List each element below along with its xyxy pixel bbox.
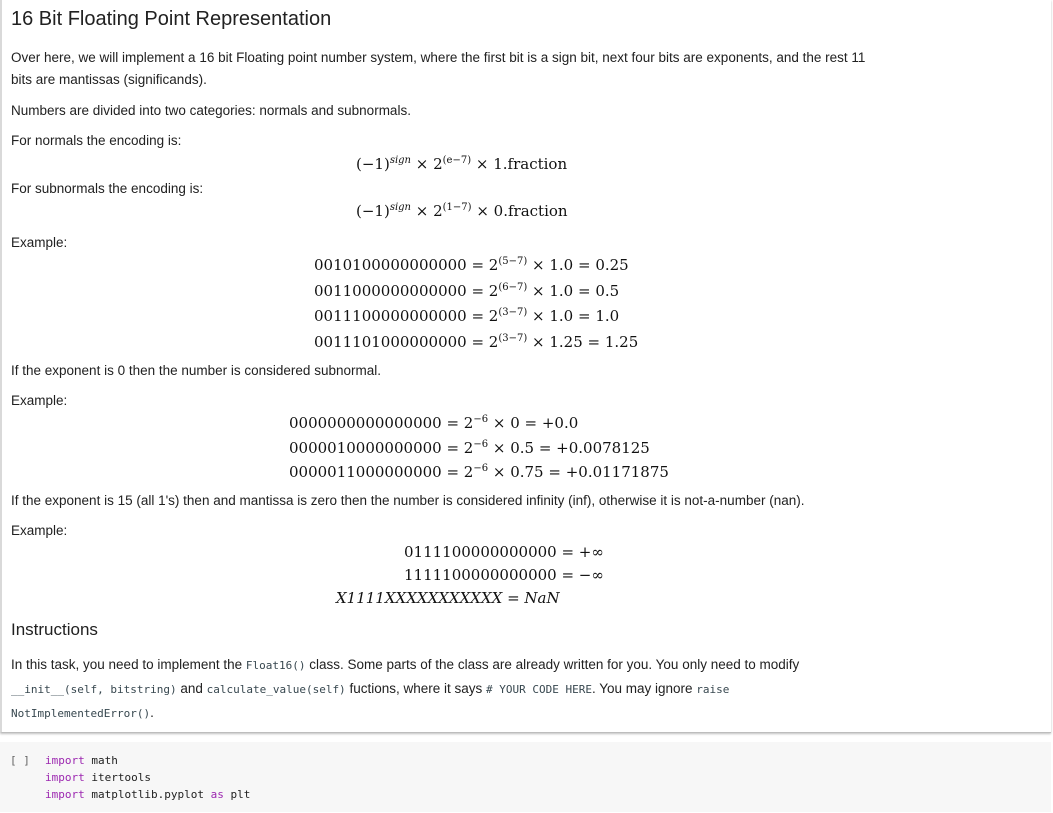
normals-formula: $(-1)^{sign} \times 2^{(e-7)}$ × 1.fraction bbox=[356, 155, 568, 173]
inline-code-init: __init__(self, bitstring) bbox=[11, 683, 177, 696]
run-cell-button[interactable]: [ ] bbox=[10, 754, 30, 767]
special-example-1: 1111100000000000 = −∞ bbox=[404, 566, 604, 584]
intro-text-line2: bits are mantissas (significands). bbox=[11, 72, 207, 87]
inline-code-raise: raise bbox=[696, 683, 730, 696]
instructions-heading: Instructions bbox=[11, 620, 98, 639]
subnormals-formula: $(-1)^{sign} \times 2^{(1-7)}$ × 0.fraction bbox=[356, 202, 568, 220]
normal-example-2: $0011100000000000 = 2^{(3-7)} \times 1.0 = 1.0$ bbox=[314, 307, 620, 325]
instructions-line3: NotImplementedError(). bbox=[11, 705, 154, 720]
intro-text-line1: Over here, we will implement a 16 bit Floating point number system, where the first bit is a sign bit, next four bits are exponents, and the rest 11 bbox=[11, 50, 866, 65]
subnormal-example-2: $0000011000000000 = 2^{-6} \times 0.75 = +0.01171875$ bbox=[289, 463, 669, 481]
categories-text: Numbers are divided into two categories: normals and subnormals. bbox=[11, 103, 411, 118]
subnormals-label: For subnormals the encoding is: bbox=[11, 181, 204, 196]
special-example-2: X1111XXXXXXXXXXX = NaN bbox=[336, 589, 560, 607]
example-label-normals: Example: bbox=[11, 235, 68, 250]
inline-code-notimplementederror: NotImplementedError() bbox=[11, 707, 151, 720]
example-label-subnormals: Example: bbox=[11, 393, 68, 408]
inline-code-your-code-here: # YOUR CODE HERE bbox=[486, 683, 592, 696]
subnormal-note: If the exponent is 0 then the number is considered subnormal. bbox=[11, 363, 381, 378]
code-cell[interactable] bbox=[0, 742, 1051, 812]
inline-code-calculate-value: calculate_value(self) bbox=[206, 683, 346, 696]
instructions-line2: __init__(self, bitstring) and calculate_value(self) fuctions, where it says # YOUR CODE HERE. You may ignore raise bbox=[11, 681, 730, 696]
infinity-note: If the exponent is 15 (all 1's) then and mantissa is zero then the number is considered infinity (inf), otherwise it is not-a-number (nan). bbox=[11, 493, 805, 508]
subnormal-example-0: $0000000000000000 = 2^{-6} \times 0 = +0.0$ bbox=[289, 414, 579, 432]
code-line-2[interactable]: import itertools bbox=[45, 771, 151, 784]
normal-example-3: $0011101000000000 = 2^{(3-7)} \times 1.25 = 1.25$ bbox=[314, 333, 639, 351]
instructions-line1: In this task, you need to implement the Float16() class. Some parts of the class are already written for you. You only need to modify bbox=[11, 657, 800, 672]
inline-code-float16: Float16() bbox=[245, 659, 306, 672]
example-label-special: Example: bbox=[11, 523, 68, 538]
normals-label: For normals the encoding is: bbox=[11, 133, 182, 148]
page-title: 16 Bit Floating Point Representation bbox=[11, 8, 332, 30]
subnormal-example-1: $0000010000000000 = 2^{-6} \times 0.5 = +0.0078125$ bbox=[289, 439, 650, 457]
special-example-0: 0111100000000000 = +∞ bbox=[404, 543, 604, 561]
normal-example-0: $0010100000000000 = 2^{(5-7)} \times 1.0 = 0.25$ bbox=[314, 256, 629, 274]
normal-example-1: $0011000000000000 = 2^{(6-7)} \times 1.0 = 0.5$ bbox=[314, 282, 620, 300]
code-line-3[interactable]: import matplotlib.pyplot as plt bbox=[45, 788, 251, 801]
code-line-1[interactable]: import math bbox=[45, 754, 118, 767]
